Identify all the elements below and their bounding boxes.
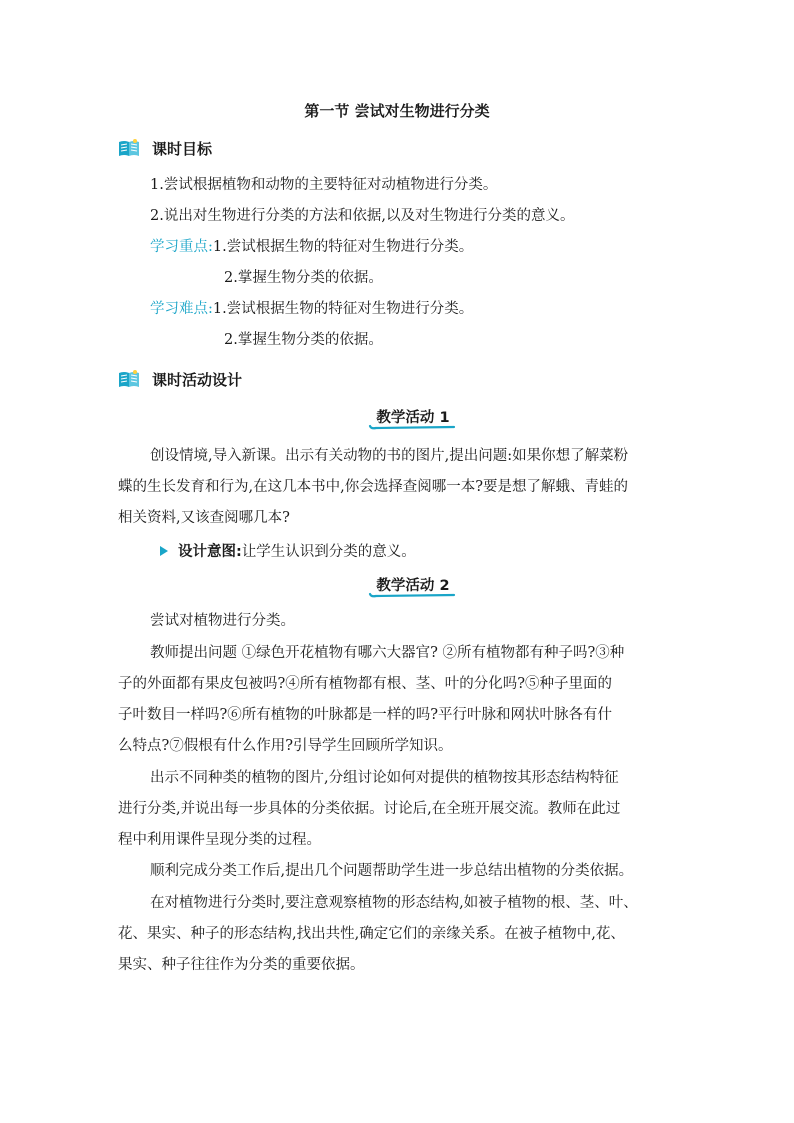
activity-1-label: 教学活动 1 (376, 410, 450, 426)
section-design-heading: 课时活动设计 (152, 370, 243, 389)
activity-2-line: 程中利用课件呈现分类的过程。 (118, 832, 321, 848)
key-points-row (150, 237, 473, 257)
activity-2-label: 教学活动 2 (376, 578, 450, 594)
goal-item: 1.尝试根据植物和动物的主要特征对动植物进行分类。 (150, 177, 498, 193)
section-goals-heading: 课时目标 (152, 139, 213, 158)
activity-2-badge (368, 574, 458, 598)
activity-2-line: 教师提出问题 ①绿色开花植物有哪六大器官? ②所有植物都有种子吗?③种 (150, 645, 625, 661)
key-points-label: 学习重点: (150, 239, 213, 255)
page-title: 第一节 尝试对生物进行分类 (304, 102, 490, 120)
activity-2-line: 子叶数目一样吗?⑥所有植物的叶脉都是一样的吗?平行叶脉和网状叶脉各有什 (118, 707, 613, 723)
book-icon (118, 138, 140, 158)
activity-2-line: 顺利完成分类工作后,提出几个问题帮助学生进一步总结出植物的分类依据。 (150, 863, 634, 879)
key-point-item: 1.尝试根据生物的特征对生物进行分类。 (212, 239, 474, 255)
difficulty-label: 学习难点: (150, 301, 213, 317)
key-point-item: 2.掌握生物分类的依据。 (224, 270, 383, 286)
underline-swoosh (368, 588, 458, 598)
section-goals-header (118, 136, 212, 160)
difficulty-item: 1.尝试根据生物的特征对生物进行分类。 (212, 301, 474, 317)
book-icon (118, 369, 140, 389)
difficulty-row (150, 299, 473, 319)
activity-2-line: 在对植物进行分类时,要注意观察植物的形态结构,如被子植物的根、茎、叶、 (150, 895, 638, 911)
difficulty-item: 2.掌握生物分类的依据。 (224, 332, 383, 348)
triangle-bullet-icon (160, 546, 168, 556)
activity-2-line: 么特点?⑦假根有什么作用?引导学生回顾所学知识。 (118, 738, 453, 754)
activity-1-badge (368, 406, 458, 430)
activity-2-line: 子的外面都有果皮包被吗?④所有植物都有根、茎、叶的分化吗?⑤种子里面的 (118, 676, 613, 692)
activity-2-line: 尝试对植物进行分类。 (150, 613, 295, 629)
design-intent (160, 540, 416, 561)
design-intent-label: 设计意图: (178, 544, 242, 560)
design-intent-text: 让学生认识到分类的意义。 (241, 544, 416, 560)
activity-2-line: 果实、种子往往作为分类的重要依据。 (118, 957, 365, 973)
goal-item: 2.说出对生物进行分类的方法和依据,以及对生物进行分类的意义。 (150, 208, 575, 224)
activity-1-line: 相关资料,又该查阅哪几本? (118, 510, 290, 526)
underline-swoosh (368, 420, 458, 430)
activity-1-line: 蝶的生长发育和行为,在这几本书中,你会选择查阅哪一本?要是想了解蛾、青蛙的 (118, 479, 628, 495)
activity-1-line: 创设情境,导入新课。出示有关动物的书的图片,提出问题:如果你想了解菜粉 (150, 448, 629, 464)
section-design-header (118, 367, 242, 391)
activity-2-line: 花、果实、种子的形态结构,找出共性,确定它们的亲缘关系。在被子植物中,花、 (118, 926, 625, 942)
activity-2-line: 进行分类,并说出每一步具体的分类依据。讨论后,在全班开展交流。教师在此过 (118, 801, 621, 817)
activity-2-line: 出示不同种类的植物的图片,分组讨论如何对提供的植物按其形态结构特征 (150, 770, 619, 786)
